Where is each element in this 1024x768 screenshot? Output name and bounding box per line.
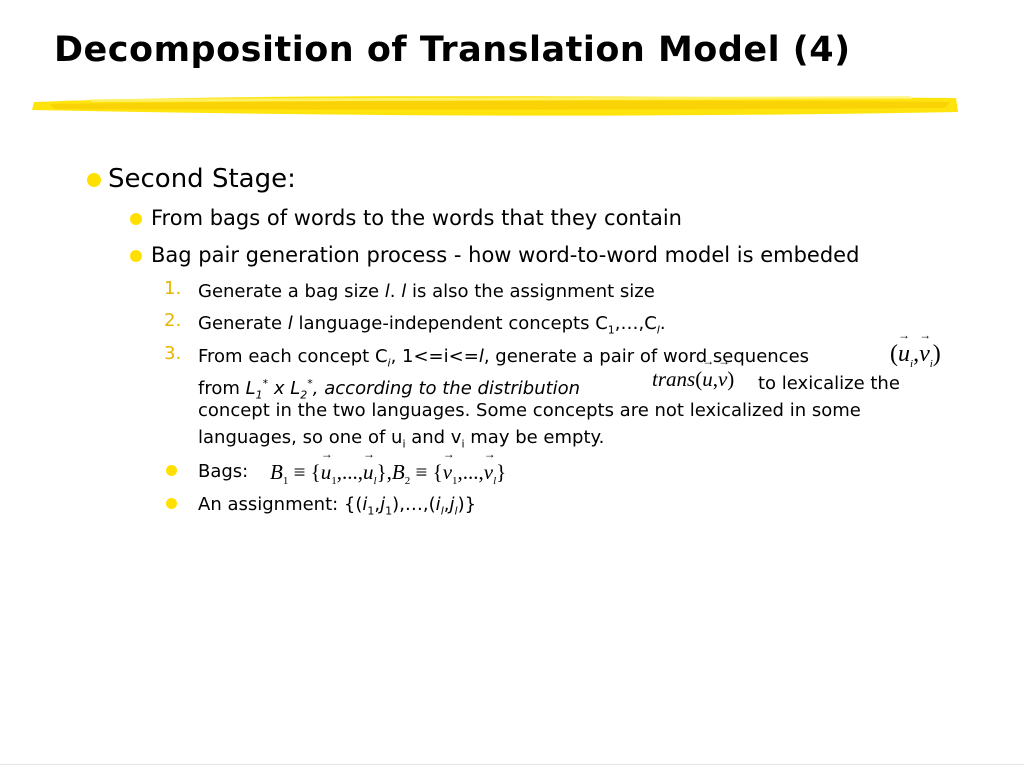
step-3-line-2: from $L_1^*$ x $L_2^*$, according to the distribution [198,377,581,402]
step-3-line-2-end: to lexicalize the [758,373,900,394]
assignment-line: An assignment: $\{(i_1,j_1),\dots,(i_l,j_l)\}$ [198,494,477,518]
level2-item-2: Bag pair generation process - how word-to-word model is embeded [151,243,860,267]
bags-formula: $B_1$ ≡ {→ $u_1,...,\to u_l\},B_2$ ≡ {→ $v_1,...,\to v_l$} [270,460,506,487]
title-underline-brush [30,88,960,124]
word-pair-formula: (→ $u_i,\to v_i$) [890,341,941,370]
step-3-line-4: languages, so one of $u_i$ and $v_i$ may be empty. [198,427,605,451]
step-1: Generate a bag size l. l is also the assignment size [198,281,655,302]
step-number-2: 2. [164,310,182,331]
step-number-3: 3. [164,343,182,364]
level3-bullet [166,498,177,509]
level1-bullet [87,173,101,187]
level1-text: Second Stage: [108,164,296,194]
trans-distribution-formula: trans(→ u,→ v) [652,367,734,392]
bags-label: Bags: [198,461,249,482]
step-3-line-1: From each concept $C_i$, 1<=i<=l, generate a pair of word sequences [198,346,810,370]
level2-item-1: From bags of words to the words that they contain [151,206,682,230]
page-title: Decomposition of Translation Model (4) [54,30,851,70]
step-2: Generate l language-independent concepts $C_1,\dots,C_l$. [198,313,666,337]
level3-bullet [166,465,177,476]
step-number-1: 1. [164,278,182,299]
slide-bottom-divider [0,764,1024,765]
level2-bullet [130,250,142,262]
level2-bullet [130,213,142,225]
step-3-line-3: concept in the two languages. Some concepts are not lexicalized in some [198,400,861,421]
